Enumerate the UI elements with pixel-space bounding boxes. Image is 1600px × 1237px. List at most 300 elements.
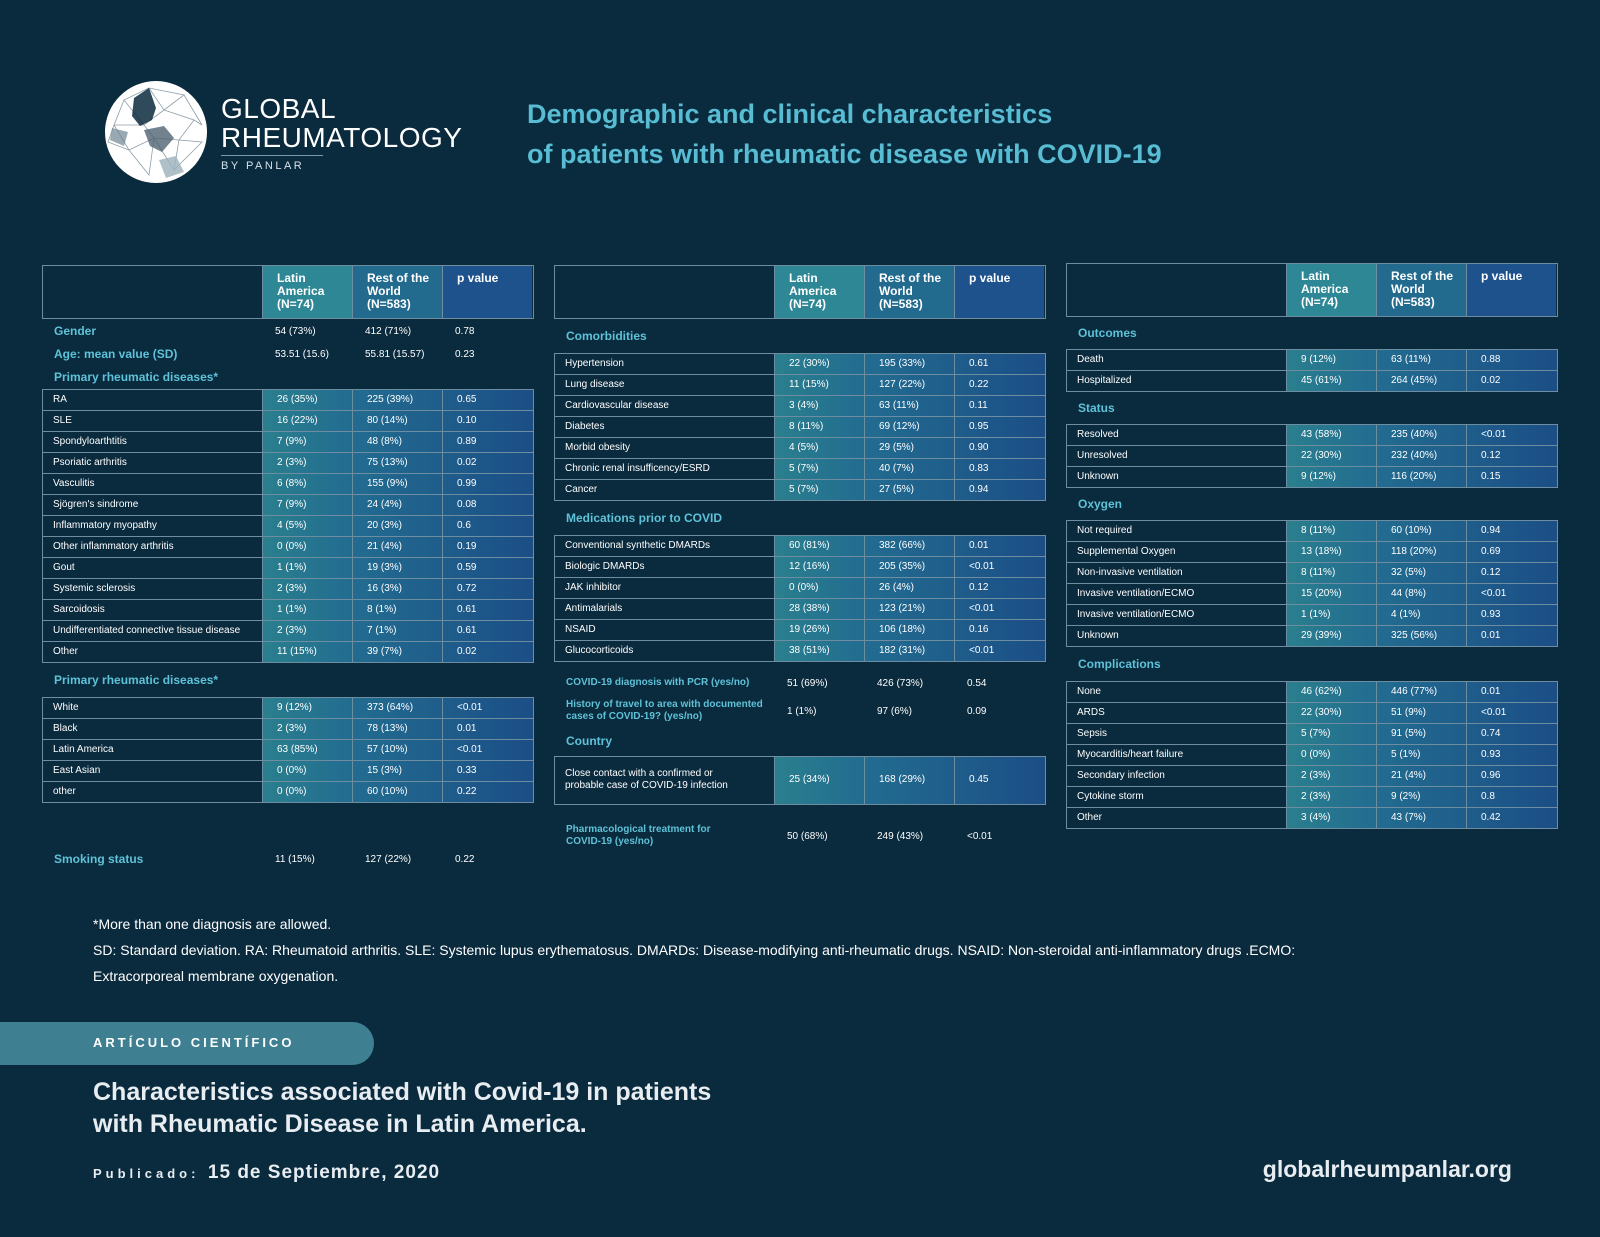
value: 55.81 (15.57) <box>365 348 425 360</box>
cell-rest-of-world: 235 (40%) <box>1376 425 1466 445</box>
cell-rest-of-world: 232 (40%) <box>1376 446 1466 466</box>
cell-rest-of-world: 225 (39%) <box>352 390 442 410</box>
cell-p-value: 0.45 <box>954 757 1044 804</box>
brand-line-3: BY PANLAR <box>221 160 305 172</box>
table-row <box>42 761 534 782</box>
table-row <box>42 642 534 663</box>
cell-p-value: 0.01 <box>954 536 1044 556</box>
row-label: Sepsis <box>1067 724 1286 744</box>
value: 97 (6%) <box>877 705 913 717</box>
table-oxygen <box>1066 520 1558 647</box>
cell-p-value: 0.88 <box>1466 350 1556 370</box>
table-row <box>42 698 534 719</box>
row-label: Unknown <box>1067 626 1286 646</box>
value: 1 (1%) <box>787 705 817 717</box>
cell-rest-of-world: 195 (33%) <box>864 354 954 374</box>
cell-p-value: 0.16 <box>954 620 1044 640</box>
cell-p-value: <0.01 <box>954 641 1044 661</box>
cell-p-value: 0.96 <box>1466 766 1556 786</box>
table-header <box>42 265 534 319</box>
row-label: Lung disease <box>555 375 774 395</box>
section-title: Primary rheumatic diseases* <box>54 370 219 384</box>
row-label: Systemic sclerosis <box>43 579 262 599</box>
article-title-line-1: Characteristics associated with Covid-19 in patients <box>93 1078 712 1106</box>
value: 54 (73%) <box>275 325 316 337</box>
cell-rest-of-world: 106 (18%) <box>864 620 954 640</box>
cell-rest-of-world: 75 (13%) <box>352 453 442 473</box>
label-age: Age: mean value (SD) <box>54 347 178 361</box>
article-tag <box>0 1022 374 1065</box>
section-title: Comorbidities <box>566 329 647 343</box>
row-age <box>42 343 534 365</box>
cell-rest-of-world: 91 (5%) <box>1376 724 1466 744</box>
table-row <box>554 536 1046 557</box>
cell-p-value: 0.02 <box>442 453 532 473</box>
table-column-3 <box>1066 263 1558 829</box>
table-row <box>1066 787 1558 808</box>
row-label: Invasive ventilation/ECMO <box>1067 584 1286 604</box>
row-label: Sjögren's sindrome <box>43 495 262 515</box>
cell-latin-america: 7 (9%) <box>262 495 352 515</box>
table-row <box>42 432 534 453</box>
cell-p-value: 0.11 <box>954 396 1044 416</box>
row-pharma <box>554 821 1046 851</box>
cell-latin-america: 22 (30%) <box>1286 703 1376 723</box>
table-row <box>1066 584 1558 605</box>
section-title: Complications <box>1078 657 1161 671</box>
table-column-2 <box>554 265 1046 851</box>
table-row <box>42 600 534 621</box>
cell-rest-of-world: 20 (3%) <box>352 516 442 536</box>
row-label: Gout <box>43 558 262 578</box>
cell-latin-america: 6 (8%) <box>262 474 352 494</box>
row-label: Inflammatory myopathy <box>43 516 262 536</box>
table-row <box>42 782 534 803</box>
cell-latin-america: 11 (15%) <box>262 642 352 662</box>
cell-latin-america: 0 (0%) <box>262 537 352 557</box>
row-label: SLE <box>43 411 262 431</box>
cell-p-value: 0.01 <box>1466 626 1556 646</box>
table-row <box>1066 446 1558 467</box>
table-row <box>554 578 1046 599</box>
global-rheumatology-logo <box>104 80 208 184</box>
cell-latin-america: 26 (35%) <box>262 390 352 410</box>
value: 11 (15%) <box>275 853 315 865</box>
cell-rest-of-world: 155 (9%) <box>352 474 442 494</box>
table-row <box>42 474 534 495</box>
value: 412 (71%) <box>365 325 412 337</box>
table-primary-diseases <box>42 389 534 663</box>
cell-p-value: 0.59 <box>442 558 532 578</box>
cell-rest-of-world: 373 (64%) <box>352 698 442 718</box>
table-row <box>554 480 1046 501</box>
cell-p-value: <0.01 <box>442 740 532 760</box>
row-label: Glucocorticoids <box>555 641 774 661</box>
cell-p-value: 0.42 <box>1466 808 1556 828</box>
cell-p-value: 0.01 <box>1466 682 1556 702</box>
cell-latin-america: 5 (7%) <box>774 480 864 500</box>
cell-p-value: 0.65 <box>442 390 532 410</box>
cell-p-value: 0.8 <box>1466 787 1556 807</box>
cell-latin-america: 2 (3%) <box>262 621 352 641</box>
cell-rest-of-world: 63 (11%) <box>864 396 954 416</box>
row-gender <box>42 319 534 343</box>
cell-rest-of-world: 60 (10%) <box>1376 521 1466 541</box>
table-row <box>42 719 534 740</box>
row-label: other <box>43 782 262 802</box>
table-row <box>554 396 1046 417</box>
value: 0.78 <box>455 325 475 337</box>
label-pharma: Pharmacological treatment for COVID-19 (yes/no) <box>566 824 711 847</box>
row-label: Resolved <box>1067 425 1286 445</box>
cell-p-value: 0.6 <box>442 516 532 536</box>
table-row <box>1066 425 1558 446</box>
cell-rest-of-world: 26 (4%) <box>864 578 954 598</box>
table-row <box>42 411 534 432</box>
cell-rest-of-world: 16 (3%) <box>352 579 442 599</box>
cell-rest-of-world: 63 (11%) <box>1376 350 1466 370</box>
cell-rest-of-world: 32 (5%) <box>1376 563 1466 583</box>
cell-rest-of-world: 39 (7%) <box>352 642 442 662</box>
cell-rest-of-world: 4 (1%) <box>1376 605 1466 625</box>
table-row <box>554 354 1046 375</box>
cell-rest-of-world: 44 (8%) <box>1376 584 1466 604</box>
cell-p-value: 0.93 <box>1466 605 1556 625</box>
value: 51 (69%) <box>787 677 828 689</box>
title-line-1: Demographic and clinical characteristics <box>527 99 1053 129</box>
cell-latin-america: 2 (3%) <box>262 719 352 739</box>
cell-p-value: 0.33 <box>442 761 532 781</box>
row-label: Black <box>43 719 262 739</box>
row-label: Cancer <box>555 480 774 500</box>
cell-p-value: 0.61 <box>442 621 532 641</box>
cell-rest-of-world: 382 (66%) <box>864 536 954 556</box>
cell-latin-america: 7 (9%) <box>262 432 352 452</box>
header-p-value: p value <box>442 266 532 318</box>
cell-latin-america: 0 (0%) <box>1286 745 1376 765</box>
table-complications <box>1066 681 1558 829</box>
header-p-value: p value <box>954 266 1044 318</box>
cell-rest-of-world: 7 (1%) <box>352 621 442 641</box>
published-label: Publicado: <box>93 1166 200 1181</box>
row-label: ARDS <box>1067 703 1286 723</box>
cell-rest-of-world: 264 (45%) <box>1376 371 1466 391</box>
cell-p-value: <0.01 <box>954 557 1044 577</box>
row-label: Psoriatic arthritis <box>43 453 262 473</box>
cell-latin-america: 12 (16%) <box>774 557 864 577</box>
cell-latin-america: 1 (1%) <box>1286 605 1376 625</box>
table-row <box>1066 808 1558 829</box>
cell-rest-of-world: 9 (2%) <box>1376 787 1466 807</box>
footnote-2: SD: Standard deviation. RA: Rheumatoid arthritis. SLE: Systemic lupus erythematosus. DMARDs: Disease-modifying anti-rheumatic drugs. NSAID: Non-steroidal anti-inflammatory drugs .ECMO: <box>93 942 1296 958</box>
cell-rest-of-world: 80 (14%) <box>352 411 442 431</box>
cell-latin-america: 19 (26%) <box>774 620 864 640</box>
table-row <box>42 495 534 516</box>
row-label: Unknown <box>1067 467 1286 487</box>
table-row <box>554 641 1046 662</box>
cell-latin-america: 9 (12%) <box>1286 350 1376 370</box>
cell-latin-america: 29 (39%) <box>1286 626 1376 646</box>
table-row <box>42 621 534 642</box>
cell-p-value: 0.61 <box>442 600 532 620</box>
cell-latin-america: 38 (51%) <box>774 641 864 661</box>
cell-rest-of-world: 325 (56%) <box>1376 626 1466 646</box>
cell-p-value: 0.72 <box>442 579 532 599</box>
table-header <box>554 265 1046 319</box>
cell-p-value: 0.01 <box>442 719 532 739</box>
value: <0.01 <box>967 830 993 842</box>
row-label: Cytokine storm <box>1067 787 1286 807</box>
value: 53.51 (15.6) <box>275 348 329 360</box>
cell-latin-america: 22 (30%) <box>774 354 864 374</box>
cell-rest-of-world: 182 (31%) <box>864 641 954 661</box>
footnote-3: Extracorporeal membrane oxygenation. <box>93 968 339 984</box>
row-label: Myocarditis/heart failure <box>1067 745 1286 765</box>
row-label: White <box>43 698 262 718</box>
header-p-value: p value <box>1466 264 1556 316</box>
row-label: Supplemental Oxygen <box>1067 542 1286 562</box>
table-medications <box>554 535 1046 662</box>
cell-p-value: 0.12 <box>1466 563 1556 583</box>
cell-latin-america: 45 (61%) <box>1286 371 1376 391</box>
cell-rest-of-world: 29 (5%) <box>864 438 954 458</box>
table-row <box>1066 605 1558 626</box>
cell-p-value: 0.22 <box>954 375 1044 395</box>
label-travel: History of travel to area with documented cases of COVID-19? (yes/no) <box>566 699 763 722</box>
cell-latin-america: 2 (3%) <box>262 579 352 599</box>
cell-p-value: 0.94 <box>1466 521 1556 541</box>
cell-latin-america: 63 (85%) <box>262 740 352 760</box>
section-title: Medications prior to COVID <box>566 511 723 525</box>
row-label: Close contact with a confirmed or probable case of COVID-19 infection <box>555 757 774 804</box>
row-label: Hypertension <box>555 354 774 374</box>
cell-latin-america: 15 (20%) <box>1286 584 1376 604</box>
header-latin-america: Latin America (N=74) <box>1286 264 1376 316</box>
cell-p-value: 0.83 <box>954 459 1044 479</box>
cell-rest-of-world: 168 (29%) <box>864 757 954 804</box>
cell-latin-america: 60 (81%) <box>774 536 864 556</box>
cell-rest-of-world: 43 (7%) <box>1376 808 1466 828</box>
row-label: Other inflammatory arthritis <box>43 537 262 557</box>
table-row <box>1066 542 1558 563</box>
cell-latin-america: 11 (15%) <box>774 375 864 395</box>
cell-rest-of-world: 60 (10%) <box>352 782 442 802</box>
header-latin-america: Latin America (N=74) <box>262 266 352 318</box>
label-gender: Gender <box>54 324 97 338</box>
table-contact <box>554 756 1046 805</box>
cell-p-value: 0.12 <box>954 578 1044 598</box>
row-label: Not required <box>1067 521 1286 541</box>
cell-rest-of-world: 27 (5%) <box>864 480 954 500</box>
header-latin-america: Latin America (N=74) <box>774 266 864 318</box>
cell-latin-america: 28 (38%) <box>774 599 864 619</box>
row-label: Death <box>1067 350 1286 370</box>
table-row <box>42 579 534 600</box>
value: 0.54 <box>967 677 987 689</box>
row-label: Antimalarials <box>555 599 774 619</box>
row-label: Secondary infection <box>1067 766 1286 786</box>
row-smoking <box>42 847 534 871</box>
cell-latin-america: 4 (5%) <box>774 438 864 458</box>
table-row <box>554 620 1046 641</box>
cell-latin-america: 5 (7%) <box>1286 724 1376 744</box>
cell-rest-of-world: 15 (3%) <box>352 761 442 781</box>
page-title <box>527 94 1247 174</box>
cell-p-value: <0.01 <box>1466 584 1556 604</box>
cell-rest-of-world: 57 (10%) <box>352 740 442 760</box>
cell-rest-of-world: 21 (4%) <box>1376 766 1466 786</box>
table-row <box>42 453 534 474</box>
table-row <box>42 390 534 411</box>
row-label: Chronic renal insufficency/ESRD <box>555 459 774 479</box>
cell-latin-america: 2 (3%) <box>1286 787 1376 807</box>
cell-latin-america: 3 (4%) <box>774 396 864 416</box>
cell-latin-america: 8 (11%) <box>1286 521 1376 541</box>
cell-latin-america: 13 (18%) <box>1286 542 1376 562</box>
cell-latin-america: 0 (0%) <box>262 782 352 802</box>
cell-p-value: 0.19 <box>442 537 532 557</box>
cell-latin-america: 16 (22%) <box>262 411 352 431</box>
cell-rest-of-world: 118 (20%) <box>1376 542 1466 562</box>
table-outcomes <box>1066 349 1558 392</box>
table-row <box>554 599 1046 620</box>
label-pcr: COVID-19 diagnosis with PCR (yes/no) <box>566 677 750 688</box>
website-link[interactable]: globalrheumpanlar.org <box>1262 1156 1512 1182</box>
table-row <box>1066 682 1558 703</box>
cell-latin-america: 9 (12%) <box>262 698 352 718</box>
row-label: Diabetes <box>555 417 774 437</box>
cell-latin-america: 22 (30%) <box>1286 446 1376 466</box>
cell-rest-of-world: 40 (7%) <box>864 459 954 479</box>
row-label: Morbid obesity <box>555 438 774 458</box>
row-label: Non-invasive ventilation <box>1067 563 1286 583</box>
cell-latin-america: 46 (62%) <box>1286 682 1376 702</box>
section-title: Country <box>566 734 612 748</box>
title-line-2: of patients with rheumatic disease with COVID-19 <box>527 139 1162 169</box>
table-row <box>554 557 1046 578</box>
footnotes <box>93 911 1393 989</box>
cell-latin-america: 9 (12%) <box>1286 467 1376 487</box>
value: 127 (22%) <box>365 853 412 865</box>
row-label: Spondyloarthtitis <box>43 432 262 452</box>
header-rest-of-world: Rest of the World (N=583) <box>1376 264 1466 316</box>
section-title: Primary rheumatic diseases* <box>54 673 219 687</box>
table-row <box>1066 371 1558 392</box>
cell-rest-of-world: 5 (1%) <box>1376 745 1466 765</box>
table-row <box>42 558 534 579</box>
table-row <box>554 417 1046 438</box>
cell-p-value: 0.94 <box>954 480 1044 500</box>
row-label: Hospitalized <box>1067 371 1286 391</box>
table-row <box>1066 467 1558 488</box>
table-row <box>1066 745 1558 766</box>
row-label: JAK inhibitor <box>555 578 774 598</box>
section-title: Oxygen <box>1078 497 1123 511</box>
header-rest-of-world: Rest of the World (N=583) <box>864 266 954 318</box>
cell-latin-america: 2 (3%) <box>262 453 352 473</box>
cell-p-value: 0.02 <box>1466 371 1556 391</box>
cell-rest-of-world: 19 (3%) <box>352 558 442 578</box>
row-label: Vasculitis <box>43 474 262 494</box>
cell-p-value: 0.74 <box>1466 724 1556 744</box>
table-column-1 <box>42 265 534 871</box>
brand-line-2: RHEUMATOLOGY <box>221 122 463 153</box>
header-rest-of-world: Rest of the World (N=583) <box>352 266 442 318</box>
value: 249 (43%) <box>877 830 924 842</box>
row-label: Sarcoidosis <box>43 600 262 620</box>
row-label: None <box>1067 682 1286 702</box>
table-header <box>1066 263 1558 317</box>
table-row <box>554 459 1046 480</box>
cell-p-value: <0.01 <box>954 599 1044 619</box>
cell-rest-of-world: 51 (9%) <box>1376 703 1466 723</box>
cell-rest-of-world: 21 (4%) <box>352 537 442 557</box>
cell-p-value: 0.95 <box>954 417 1044 437</box>
cell-rest-of-world: 8 (1%) <box>352 600 442 620</box>
cell-latin-america: 2 (3%) <box>1286 766 1376 786</box>
row-pcr <box>554 670 1046 696</box>
cell-p-value: 0.93 <box>1466 745 1556 765</box>
cell-p-value: 0.15 <box>1466 467 1556 487</box>
cell-rest-of-world: 116 (20%) <box>1376 467 1466 487</box>
cell-latin-america: 5 (7%) <box>774 459 864 479</box>
table-row <box>554 438 1046 459</box>
cell-rest-of-world: 446 (77%) <box>1376 682 1466 702</box>
table-row <box>1066 724 1558 745</box>
cell-latin-america: 1 (1%) <box>262 600 352 620</box>
value: 0.23 <box>455 348 475 360</box>
cell-p-value: 0.02 <box>442 642 532 662</box>
row-label: Other <box>43 642 262 662</box>
cell-latin-america: 1 (1%) <box>262 558 352 578</box>
row-label: NSAID <box>555 620 774 640</box>
row-label: Unresolved <box>1067 446 1286 466</box>
brand-line-1: GLOBAL <box>221 93 337 124</box>
table-row <box>42 516 534 537</box>
table-row <box>42 740 534 761</box>
cell-latin-america: 0 (0%) <box>262 761 352 781</box>
table-comorbidities <box>554 353 1046 501</box>
cell-latin-america: 8 (11%) <box>774 417 864 437</box>
cell-p-value: <0.01 <box>1466 703 1556 723</box>
row-travel <box>554 696 1046 726</box>
cell-rest-of-world: 69 (12%) <box>864 417 954 437</box>
row-label: Other <box>1067 808 1286 828</box>
table-row <box>1066 626 1558 647</box>
cell-p-value: 0.22 <box>442 782 532 802</box>
table-row <box>554 757 1046 805</box>
footnote-1: *More than one diagnosis are allowed. <box>93 916 332 932</box>
cell-p-value: 0.10 <box>442 411 532 431</box>
article-title-line-2: with Rheumatic Disease in Latin America. <box>93 1110 587 1138</box>
cell-rest-of-world: 205 (35%) <box>864 557 954 577</box>
cell-p-value: 0.69 <box>1466 542 1556 562</box>
value: 0.09 <box>967 705 987 717</box>
row-label: Invasive ventilation/ECMO <box>1067 605 1286 625</box>
brand-divider <box>221 155 323 156</box>
value: 0.22 <box>455 853 475 865</box>
article-tag-label: ARTÍCULO CIENTÍFICO <box>93 1035 295 1050</box>
row-label: Latin America <box>43 740 262 760</box>
cell-rest-of-world: 78 (13%) <box>352 719 442 739</box>
brand <box>221 94 462 172</box>
article-title <box>93 1076 711 1140</box>
cell-p-value: 0.90 <box>954 438 1044 458</box>
row-label: East Asian <box>43 761 262 781</box>
table-row <box>1066 521 1558 542</box>
section-title: Outcomes <box>1078 326 1137 340</box>
cell-rest-of-world: 48 (8%) <box>352 432 442 452</box>
